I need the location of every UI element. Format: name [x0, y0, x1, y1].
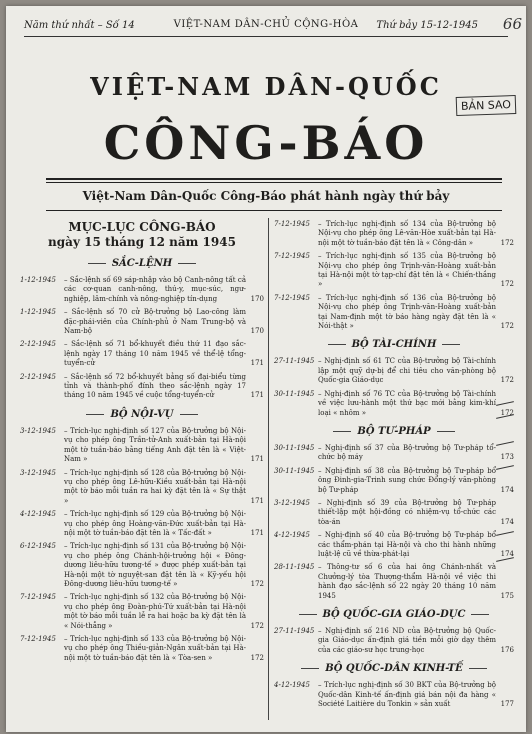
entry-date: 28-11-1945: [274, 563, 315, 572]
section-heading: BỘ NỘI-VỤ: [20, 409, 264, 421]
entry-page: 174: [500, 517, 514, 526]
toc-entry: [274, 467, 514, 495]
toc-entry: [274, 627, 514, 655]
toc-entry: [20, 427, 264, 465]
entry-text: – Nghị-định số 37 của Bộ-trưởng bộ Tư-pháp tổ-chức bộ máy: [318, 443, 496, 462]
toc-entry: [274, 357, 514, 385]
entry-text: – Trích-lục nghị-định số 133 của Bộ-trưởng bộ Nội-vụ cho phép ông Thiều-giản-Ngân xuất-bản tại Hà-nội một tờ tuần-báo đặt tên là « Tòa-sen »: [64, 635, 246, 662]
entry-date: 30-11-1945: [274, 443, 315, 452]
entry-page: 170: [250, 294, 264, 303]
entry-date: 4-12-1945: [20, 510, 56, 519]
toc-entry: [20, 510, 264, 538]
entry-text: – Trích-lục nghị-định số 129 của Bộ-trưởng bộ Nội-vụ cho phép ông Hoàng-văn-Đức xuất-bản tại Hà-nội một tờ tuần-báo đặt tên là « Tấc-đất »: [64, 510, 246, 537]
entry-text: – Nghị-định số 76 TC của Bộ-trưởng bộ Tài-chính về việc lưu-hành một thứ bạc mới bằng kim-khí loại « nhôm »: [318, 389, 496, 417]
entry-page: 171: [250, 455, 264, 464]
entry-date: 6-12-1945: [20, 542, 56, 551]
entry-text: – Trích-lục nghị-định số 128 của Bộ-trưởng bộ Nội-vụ cho phép ông Lê-hữu-Kiều xuất-bản tại Hà-nội một tờ báo mỗi tuần ra hai kỳ đặt tên là « Sự thật »: [64, 468, 246, 505]
country-name: VIỆT-NAM DÂN-CHỦ CỘNG-HÒA: [173, 19, 359, 30]
entry-text: – Thông-tư số 6 của hai ông Chánh-nhất và Chưởng-lý tòa Thượng-thẩm Hà-nội về việc thi hành đạo sắc-lệnh số 22 ngày 20 tháng 10 năm 1945: [318, 563, 496, 600]
entry-date: 7-12-1945: [274, 293, 310, 302]
toc-date: ngày 15 tháng 12 năm 1945: [48, 235, 236, 249]
toc-entry: [20, 276, 264, 304]
tagline-rule: [46, 210, 502, 211]
entry-text: – Sắc-lệnh số 72 bổ-khuyết bảng số đại-biểu từng tỉnh và thành-phố đính theo sắc-lệnh ngày 17 tháng 10 năm 1945 về cuộc tổng-tuyển-cử: [64, 372, 246, 400]
entry-page: 172: [250, 579, 264, 588]
entry-text: – Trích-lục nghị-định số 30 BKT của Bộ-trưởng bộ Quốc-dân Kinh-tế ấn-định giá bán nội đa hàng « Société Laitière du Tonkin » sản xuất: [318, 681, 496, 709]
entry-page: 175: [500, 591, 514, 600]
issue-number: Năm thứ nhất – Số 14: [24, 20, 135, 31]
entry-date: 3-12-1945: [20, 468, 56, 477]
entry-text: – Trích-lục nghị-định số 134 của Bộ-trưởng bộ Nội-vụ cho phép ông Lê-văn-Hòe xuất-bản tại Hà-nội một tờ tuần-báo đặt tên là « Công-dân »: [318, 220, 496, 247]
toc-entry: [274, 390, 514, 418]
toc-title: MỤC-LỤC CÔNG-BÁO: [68, 220, 216, 234]
tagline: Việt-Nam Dân-Quốc Công-Báo phát hành ngày thứ bảy: [82, 189, 450, 203]
entry-page: 172: [500, 238, 514, 247]
entry-page: 174: [500, 549, 514, 558]
toc-entry: [20, 593, 264, 631]
section-heading: BỘ TƯ-PHÁP: [274, 426, 514, 438]
section-heading: BỘ QUỐC-DÂN KINH-TẾ: [274, 663, 514, 675]
section-heading: BỘ QUỐC-GIA GIÁO-DỤC: [274, 609, 514, 621]
entry-page: 172: [500, 280, 514, 289]
entry-text: – Nghị-định số 40 của Bộ-trưởng bộ Tư-pháp bổ các thẩm-phán tại Hà-nội và cho thi hành những luật-lệ cũ về thừa-phát-lại: [318, 531, 496, 558]
toc-entry: [20, 340, 264, 368]
gazette-page: [6, 6, 526, 732]
entry-date: 1-12-1945: [20, 308, 56, 317]
entry-page: 171: [250, 359, 264, 368]
header-line: [24, 18, 508, 37]
entry-text: – Trích-lục nghị-định số 132 của Bộ-trưởng bộ Nội-vụ cho phép ông Đoàn-phú-Tứ xuất-bản tại Hà-nội một tờ báo mỗi tuần lễ ra hai hoặc ba kỳ đặt tên là « Nói-thẳng »: [64, 593, 246, 630]
entry-date: 2-12-1945: [20, 372, 56, 381]
toc-entry: [274, 294, 514, 332]
toc-entry: [274, 252, 514, 290]
toc-entry: [274, 499, 514, 527]
entry-date: 2-12-1945: [20, 340, 56, 349]
masthead-rule: [46, 178, 502, 183]
handwritten-page-number: 66: [502, 15, 522, 33]
entry-page: 172: [250, 653, 264, 662]
entry-page: 176: [500, 645, 514, 654]
entry-date: 4-12-1945: [274, 681, 310, 690]
toc-entry: [274, 563, 514, 601]
entry-page: 170: [250, 327, 264, 336]
entry-date: 27-11-1945: [274, 627, 315, 635]
issue-date: Thứ bảy 15-12-1945: [376, 20, 478, 31]
entry-page: 173: [500, 453, 514, 462]
entry-text: – Trích-lục nghị-định số 135 của Bộ-trưởng bộ Nội-vụ cho phép ông Trịnh-văn-Hoàng xuất-bản tại Hà-nội một tờ tạp-chí đặt tên là « Chiến-thắng »: [318, 252, 496, 289]
entry-page: 177: [500, 700, 514, 709]
toc-entry: [20, 308, 264, 336]
entry-date: 27-11-1945: [274, 357, 315, 366]
toc-entry: [20, 469, 264, 507]
entry-page: 172: [250, 621, 264, 630]
entry-text: – Trích-lục nghị-định số 136 của Bộ-trưởng bộ Nội-vụ cho phép ông Trịnh-văn-Hoàng xuất-bản tại Nam-định một tờ báo hàng ngày đặt tên là « Nói-thật »: [318, 293, 496, 331]
entry-text: – Nghị-định số 39 của Bộ-trưởng bộ Tư-pháp thiết-lập một hội-đồng có nhiệm-vụ tổ-chức các tòa-án: [318, 498, 496, 526]
entry-date: 3-12-1945: [274, 498, 310, 507]
entry-date: 7-12-1945: [274, 252, 310, 261]
toc-entry: [274, 681, 514, 709]
entry-page: 172: [500, 322, 514, 331]
entry-page: 171: [250, 496, 264, 505]
entry-text: – Nghị-định số 216 ND của Bộ-trưởng bộ Quốc-gia Giáo-dục ấn-định giá tiền mỗi giờ dạy thêm của các giáo-sư học trung-học: [318, 627, 496, 654]
entry-page: 172: [500, 408, 514, 417]
left-column: [20, 220, 264, 667]
entry-text: – Trích-lục nghị-định số 131 của Bộ-trưởng bộ Nội-vụ cho phép ông Chánh-hội-trưởng hội « Đông-dương liêu-hữu tương-tế » được phép xuất-bản tại Hà-nội một tờ nguyệt-san đặt tên là « Kỹ-yếu hội Đông-dương liêu-hữu tương-tế »: [64, 542, 246, 588]
toc-entry: [274, 220, 514, 248]
masthead-title: CÔNG-BÁO: [103, 116, 429, 170]
entry-date: 7-12-1945: [20, 635, 56, 643]
entry-date: 3-12-1945: [20, 426, 56, 435]
toc-entry: [274, 444, 514, 463]
section-heading: SẮC-LỆNH: [20, 258, 264, 270]
entry-date: 4-12-1945: [274, 531, 310, 540]
entry-text: – Sắc-lệnh số 71 bổ-khuyết điều thứ 11 đạo sắc-lệnh ngày 17 tháng 10 năm 1945 về thể-lệ tổng-tuyển-cử: [64, 340, 246, 368]
entry-page: 174: [500, 485, 514, 494]
toc-entry: [20, 373, 264, 401]
section-heading: BỘ TÀI-CHÍNH: [274, 339, 514, 351]
entry-page: 172: [500, 376, 514, 385]
entry-date: 30-11-1945: [274, 466, 315, 475]
entry-text: – Trích-lục nghị-định số 127 của Bộ-trưởng bộ Nội-vụ cho phép ông Trần-tử-Anh xuất-bản tại Hà-nội một tờ tuần-báo bằng tiếng Anh đặt tên là « Việt-Nam »: [64, 426, 246, 464]
toc-entry: [20, 635, 264, 663]
entry-text: – Sắc-lệnh số 69 sáp-nhập vào bộ Canh-nông tất cả các cơ-quan canh-nông, thú-y, mục-súc, ngư-nghiệp, lâm-chính và nông-nghiệp tín-dụng: [64, 276, 246, 303]
entry-date: 7-12-1945: [20, 593, 56, 602]
copy-stamp: BẢN SAO: [456, 95, 517, 116]
masthead-line1: VIỆT-NAM DÂN-QUỐC: [90, 72, 442, 101]
right-column: [274, 220, 514, 713]
entry-date: 30-11-1945: [274, 389, 315, 398]
entry-text: – Sắc-lệnh số 70 cử Bộ-trưởng bộ Lao-công làm đặc-phái-viên của Chính-phủ ở Nam Trung-bộ và Nam-bộ: [64, 308, 246, 336]
toc-entry: [20, 542, 264, 589]
entry-date: 1-12-1945: [20, 276, 56, 284]
entry-page: 171: [250, 528, 264, 537]
entry-date: 7-12-1945: [274, 220, 310, 228]
entry-text: – Nghị-định số 61 TC của Bộ-trưởng bộ Tài-chính lập một quỹ dự-bị để chi tiêu cho văn-phòng bộ Quốc-gia Giáo-dục: [318, 357, 496, 385]
column-divider: [268, 218, 269, 720]
entry-page: 171: [250, 391, 264, 400]
entry-text: – Nghị-định số 38 của Bộ-trưởng bộ Tư-pháp bổ ông Đinh-gia-Trinh sung chức Đổng-lý văn-phòng bộ Tư-pháp: [318, 466, 496, 494]
toc-entry: [274, 531, 514, 559]
